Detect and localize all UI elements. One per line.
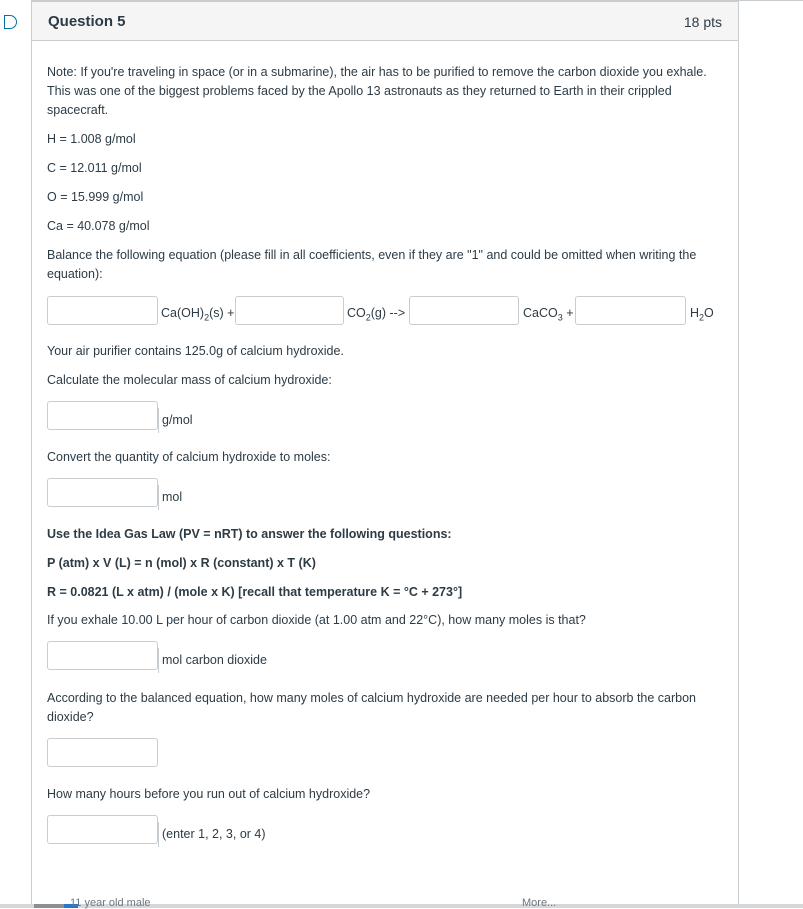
coefficient-input-2[interactable]: [235, 296, 344, 325]
coefficient-input-4[interactable]: [575, 296, 686, 325]
bookmark-icon[interactable]: [4, 15, 17, 29]
gas-law-heading: Use the Idea Gas Law (PV = nRT) to answer the following questions:: [47, 527, 452, 541]
unit-gmol: g/mol: [158, 408, 193, 433]
hours-input[interactable]: [47, 815, 158, 844]
gas-law-r-constant: R = 0.0821 (L x atm) / (mole x K) [recall that temperature K = °C + 273°]: [47, 585, 463, 599]
mass-h: H = 1.008 g/mol: [47, 132, 136, 146]
balance-prompt: Balance the following equation (please fill in all coefficients, even if they are "1" and could be omitted when writing the equation):: [47, 248, 697, 281]
equation-term-3: CaCO$_3$ +: [523, 306, 574, 323]
question-header: [32, 2, 738, 41]
exhale-prompt: If you exhale 10.00 L per hour of carbon dioxide (at 1.00 atm and 22°C), how many moles is that?: [47, 613, 586, 627]
mass-o: O = 15.999 g/mol: [47, 190, 144, 204]
hours-prompt: How many hours before you run out of calcium hydroxide?: [47, 787, 371, 801]
mass-c: C = 12.011 g/mol: [47, 161, 142, 175]
equation-term-1: $Ca(OH)_2(s)$ +: [161, 306, 235, 323]
hours-hint: (enter 1, 2, 3, or 4): [158, 822, 266, 847]
question-points: 18 pts: [683, 14, 722, 30]
equation-term-4: $H_2O$: [690, 306, 714, 323]
question-title: Question 5: [48, 13, 126, 30]
balanced-prompt: According to the balanced equation, how many moles of calcium hydroxide are needed per hour to absorb the carbon dioxide?: [47, 691, 697, 724]
gas-law-formula: P (atm) x V (L) = n (mol) x R (constant) x T (K): [47, 556, 316, 570]
intro-text: Note: If you're traveling in space (or in a submarine), the air has to be purified to remove the carbon dioxide you exhale. This was one of the biggest problems faced by the Apollo 13 astronauts as they returned to Earth in their crippled spacecraft.: [47, 65, 707, 117]
co2-moles-input[interactable]: [47, 641, 158, 670]
unit-mol-co2: mol carbon dioxide: [158, 648, 267, 673]
convert-prompt: Convert the quantity of calcium hydroxide to moles:: [47, 450, 331, 464]
unit-mol: mol: [158, 485, 182, 510]
footer-left-text: 11 year old male: [70, 897, 151, 909]
mass-ca: Ca = 40.078 g/mol: [47, 219, 150, 233]
caoh2-per-hour-input[interactable]: [47, 738, 158, 767]
footer-more-link[interactable]: More...: [522, 897, 557, 909]
molecular-mass-prompt: Calculate the molecular mass of calcium hydroxide:: [47, 373, 332, 387]
purifier-text: Your air purifier contains 125.0g of calcium hydroxide.: [47, 344, 344, 358]
equation-term-2: $CO_2(g)$ -->: [347, 306, 406, 323]
coefficient-input-1[interactable]: [47, 296, 158, 325]
molecular-mass-input[interactable]: [47, 401, 158, 430]
footer-accent: [34, 904, 64, 908]
coefficient-input-3[interactable]: [409, 296, 519, 325]
moles-input[interactable]: [47, 478, 158, 507]
